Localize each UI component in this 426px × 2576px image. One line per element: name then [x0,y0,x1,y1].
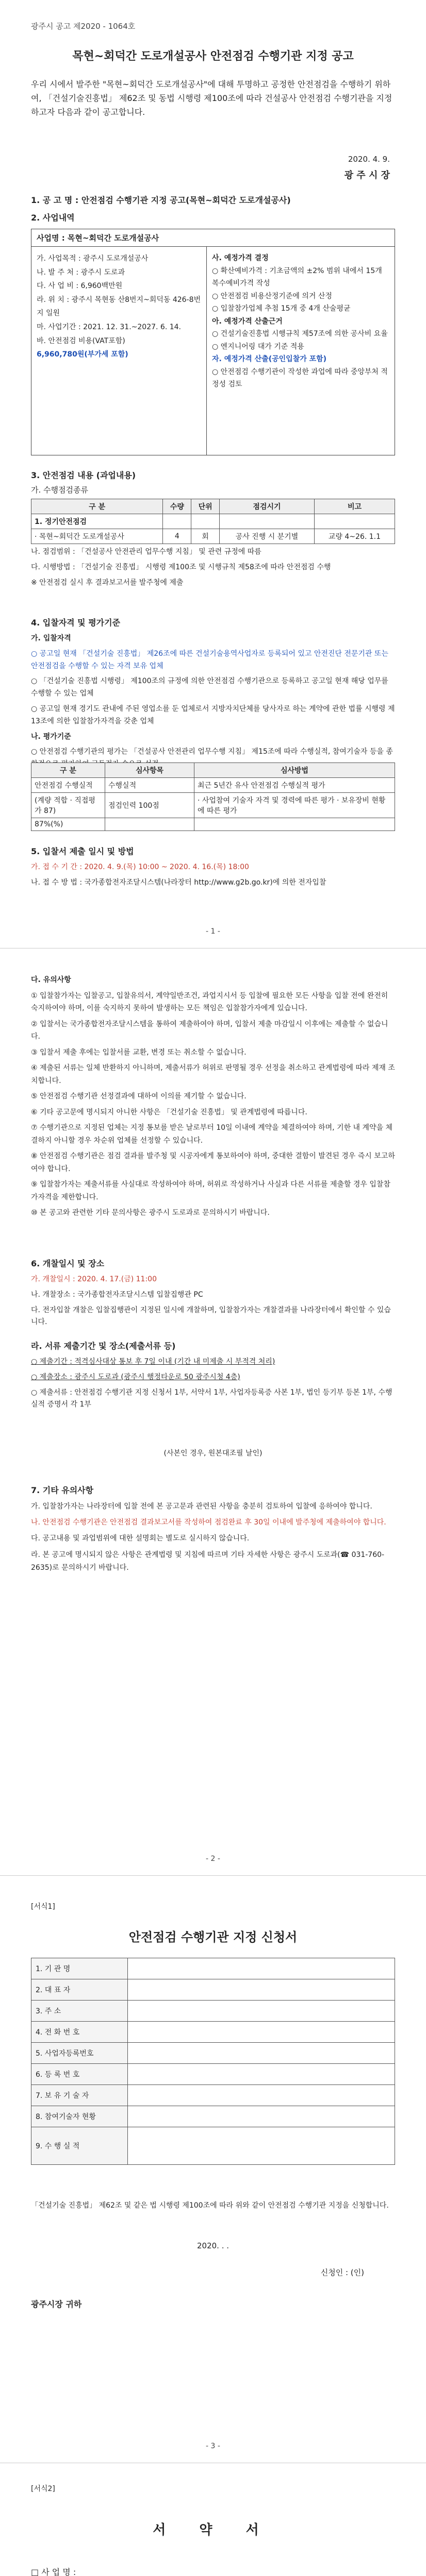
s4-line: ○ 안전점검 수행기관의 평가는 「건설공사 안전관리 업무수행 지침」 제15조에 따라 수행실적, 참여기술자 등을 종합적으로 평가하여 고득점자 순으로 선정 [31,748,393,769]
section-2-heading: 2. 사업내역 [31,213,75,223]
page-divider [0,1875,426,1876]
table-header: 구 분 [31,763,105,778]
price-calc-1: ○ 안전점검 수행기관이 작성한 과업에 따라 중앙부처 적정성 검토 [212,367,388,388]
table-header: 수량 [163,499,191,514]
p2-line: ⑦ 수행기관으로 지정된 업체는 지정 통보를 받은 날로부터 10일 이내에 계약을 체결하여야 하며, 기한 내 계약을 체결하지 아니할 경우 차순위 업체를 선정할 수 있습니다. [31,1124,393,1145]
eval-table [31,762,395,831]
form-field-label: 7. 보 유 기 술 자 [31,2085,128,2106]
s7-line: 다. 공고내용 및 과업범위에 대한 설명회는 별도로 실시하지 않습니다. [31,1534,250,1543]
section-1-heading: 1. 공 고 명 : 안전점검 수행기관 지정 공고(목현~회덕간 도로개설공사) [31,195,291,205]
table-cell: 점검인력 100점 [105,793,194,818]
s7-line: 가. 입찰참가자는 나라장터에 입찰 전에 본 공고문과 관련된 사항을 충분히 검토하여 입찰에 응하여야 합니다. [31,1502,372,1511]
form-field-input[interactable] [128,2106,395,2127]
section-5-heading: 5. 입찰서 제출 일시 및 방법 [31,846,134,856]
project-info-box [31,229,395,455]
section-6b-body [31,1356,395,1414]
table-cell: 교량 4~26. 1.1 [314,529,395,544]
form-row [31,2106,395,2127]
table-row [31,778,395,793]
form-body: 「건설기술 진흥법」 제62조 및 같은 법 시행령 제100조에 따라 위와 같이 안전점검 수행기관 지정을 신청합니다. [31,2201,389,2210]
project-cost-value: 6,960,780원(부가세 포함) [37,350,128,359]
section-4-body [31,633,395,774]
table-cell: 공사 진행 시 분기별 [220,529,315,544]
form-row [31,2085,395,2106]
form-field-label: 1. 기 관 명 [31,1958,128,1979]
form-title: 안전점검 수행기관 지정 신청서 [128,1930,298,1944]
note-line: ※ 안전점검 실시 후 결과보고서를 발주청에 제출 [31,578,184,587]
price-decision-3: ○ 입찰참가업체 추첨 15개 중 4개 산술평균 [212,304,351,313]
price-basis-1: ○ 건설기술진흥법 시행규칙 제57조에 의한 공사비 요율 [212,330,388,338]
table-cell [194,818,395,831]
s5-line: 가. 접 수 기 간 : 2020. 4. 9.(목) 10:00 ~ 2020. 4. 16.(목) 18:00 [31,863,249,871]
form-row [31,2064,395,2085]
s4-line: ○ 공고일 현재 경기도 관내에 주된 영업소를 둔 업체로서 지방자치단체를 당사자로 하는 계약에 관한 법률 시행령 제13조에 의한 입찰참가자격을 갖춘 업체 [31,704,395,725]
p2-line: ⑧ 안전점검 수행기관은 점검 결과를 발주청 및 시공자에게 통보하여야 하며, 중대한 결함이 발견된 경우 즉시 보고하여야 합니다. [31,1152,395,1173]
table-header: 구 분 [31,499,163,514]
s6b-line: ○ 제출기간 : 적격심사대상 통보 후 7일 이내 (기간 내 미제출 시 부적격 처리) [31,1358,275,1366]
table-cell: 4 [163,529,191,544]
notice-date: 2020. 4. 9. [348,155,390,164]
form-recipient: 광주시장 귀하 [31,2299,82,2309]
section-6-body [31,1274,395,1332]
form-applicant: 신청인 : (인) [320,2268,364,2277]
table-cell: 회 [191,529,220,544]
price-basis-2: ○ 엔지니어링 대가 기준 적용 [212,342,304,351]
section-6-heading: 6. 개찰일시 및 장소 [31,1259,105,1268]
table-cell [220,514,315,529]
form-field-input[interactable] [128,1958,395,1979]
table-cell [163,514,191,529]
notice-title: 목현~회덕간 도로개설공사 안전점검 수행기관 지정 공고 [72,50,354,63]
s6b-line: ○ 제출서류 : 안전점검 수행기관 지정 신청서 1부, 서약서 1부, 사업자등록증 사본 1부, 법인 등기부 등본 1부, 수행실적 증명서 각 1부 [31,1388,392,1409]
page-number: - 2 - [206,1855,220,1863]
form-date: 2020. . . [196,2241,229,2250]
p2-line: ② 입찰서는 국가종합전자조달시스템을 통하여 제출하여야 하며, 입찰서 제출 마감일시 이후에는 제출할 수 없습니다. [31,1020,388,1041]
table-cell: 1. 정기안전점검 [31,514,163,529]
price-calc-label: 자. 예정가격 산출(공인입찰가 포함) [212,355,327,363]
s4-line: ○ 공고일 현재 「건설기술 진흥법」 제26조에 따른 건설기술용역사업자로 등록되어 있고 안전진단 전문기관 또는 안전점검을 수행할 수 있는 자격 보유 업체 [31,649,388,670]
form-field-input[interactable] [128,2064,395,2085]
p2-line: ⑥ 기타 공고문에 명시되지 아니한 사항은 「건설기술 진흥법」 및 관계법령에 따릅니다. [31,1108,307,1116]
table-header: 비고 [314,499,395,514]
form-row [31,1958,395,1979]
pledge-label: [서식2] [31,2485,55,2493]
note-line: 다. 시행방법 : 「건설기술 진흥법」 시행령 제100조 및 시행규칙 제58조에 따라 안전점검 수행 [31,563,331,571]
s6-line: 다. 전자입찰 개찰은 입찰집행관이 지정된 일시에 개찰하며, 입찰참가자는 개찰결과를 나라장터에서 확인할 수 있습니다. [31,1306,391,1327]
table-cell [191,514,220,529]
project-location: 라. 위 치 : 광주시 목현동 산8번지~회덕동 426-8번지 일원 [37,295,201,318]
section-5-body [31,861,395,892]
price-basis-label: 아. 예정가격 산출근거 [212,317,283,326]
table-header: 심사방법 [194,763,395,778]
p2-line: ③ 입찰서 제출 후에는 입찰서를 교환, 변경 또는 취소할 수 없습니다. [31,1048,247,1057]
form-field-label: 2. 대 표 자 [31,1979,128,2001]
page-number: - 1 - [206,927,220,936]
s5-line: 나. 접 수 방 법 : 국가종합전자조달시스템(나라장터 http://www.g2b.go.kr)에 의한 전자입찰 [31,878,326,887]
form-field-label: 8. 참여기술자 현황 [31,2106,128,2127]
p2-line: ① 입찰참가자는 입찰공고, 입찰유의서, 계약일반조건, 과업지시서 등 입찰에 필요한 모든 사항을 입찰 전에 완전히 숙지하여야 하며, 이를 숙지하지 못하여 발생하는 모든 책임은 입찰참가자에게 있습니다. [31,991,388,1012]
s6-line: 나. 개찰장소 : 국가종합전자조달시스템 입찰집행관 PC [31,1290,203,1299]
table-cell: 87%(%) [31,818,105,831]
page2-notes [31,974,395,1223]
form-field-label: 3. 주 소 [31,2001,128,2022]
project-box-left [31,247,207,455]
form-row [31,2022,395,2043]
section-6b-heading: 라. 서류 제출기간 및 장소(제출서류 등) [31,1341,176,1351]
form-field-input[interactable] [128,2022,395,2043]
table-row [31,514,395,529]
section-7-heading: 7. 기타 유의사항 [31,1485,94,1495]
form-row [31,2043,395,2064]
section-3-heading: 3. 안전점검 내용 (과업내용) [31,470,136,480]
note-line: 나. 점검범위 : 「건설공사 안전관리 업무수행 지침」 및 관련 규정에 따름 [31,548,261,556]
table-cell: 수행실적 [105,778,194,793]
form-field-input[interactable] [128,1979,395,2001]
table-cell: (계량 적합 · 직접평가 87) [31,793,105,818]
table-header: 단위 [191,499,220,514]
page-number: - 3 - [206,2442,220,2450]
copy-note: (사본인 경우, 원본대조필 날인) [163,1449,263,1458]
form-field-input[interactable] [128,2043,395,2064]
table-header: 점검시기 [220,499,315,514]
notice-number: 광주시 공고 제2020 - 1064호 [31,22,136,31]
form-row [31,2127,395,2165]
project-cost-label: 바. 안전점검 비용(VAT포함) [37,336,125,345]
form-field-input[interactable] [128,2085,395,2106]
project-orderer: 나. 발 주 처 : 광주시 도로과 [37,268,125,277]
s7-line: 라. 본 공고에 명시되지 않은 사항은 관계법령 및 지침에 따르며 기타 자세한 사항은 광주시 도로과(☎ 031-760-2635)로 문의하시기 바랍니다. [31,1550,385,1572]
pledge-project-line: □ 사 업 명 : [31,2567,76,2576]
s6b-line: ○ 제출장소 : 광주시 도로과 (광주시 행정타운로 50 광주시청 4층) [31,1372,240,1381]
form-field-label: 9. 수 행 실 적 [31,2127,128,2165]
p2-line: ⑨ 입찰참가자는 제출서류를 사실대로 작성하여야 하며, 허위로 작성하거나 사실과 다른 서류를 제출할 경우 입찰참가자격을 제한합니다. [31,1180,390,1201]
project-purpose: 가. 사업목적 : 광주시 도로개설공사 [37,255,149,263]
project-budget: 다. 사 업 비 : 6,960백만원 [37,282,123,291]
table-row [31,529,395,544]
table-cell [314,514,395,529]
price-decision-2: ○ 안전점검 비용산정기준에 의거 산정 [212,292,332,300]
table-cell: · 사업참여 기술자 자격 및 경력에 따른 평가 · 보유장비 현황에 따른 평가 [194,793,395,818]
s7-line: 나. 안전점검 수행기관은 안전점검 결과보고서를 작성하여 점검완료 후 30일 이내에 발주청에 제출하여야 합니다. [31,1518,386,1527]
form-field-input[interactable] [128,2001,395,2022]
mayor-name: 광 주 시 장 [344,170,390,181]
table-header: 심사항목 [105,763,194,778]
table-cell: 안전점검 수행실적 [31,778,105,793]
project-period: 마. 사업기간 : 2021. 12. 31.~2027. 6. 14. [37,323,181,331]
form-row [31,2001,395,2022]
s4-line: 나. 평가기준 [31,732,71,741]
section-4-heading: 4. 입찰자격 및 평가기준 [31,618,121,628]
price-decision-label: 사. 예정가격 결정 [212,254,269,262]
table-cell: · 목현~회덕간 도로개설공사 [31,529,163,544]
p2-line: ⑤ 안전점검 수행기관 선정결과에 대하여 이의를 제기할 수 없습니다. [31,1092,247,1100]
application-form-table [31,1958,395,2165]
pledge-title: 서 약 서 [153,2522,273,2538]
p2-line: ④ 제출된 서류는 일체 반환하지 아니하며, 제출서류가 허위로 판명될 경우 선정을 취소하고 관계법령에 따라 제재 조치합니다. [31,1064,395,1085]
p2-line: ⑩ 본 공고와 관련한 기타 문의사항은 광주시 도로과로 문의하시기 바랍니다. [31,1209,270,1217]
table-cell [105,818,194,831]
form-field-input[interactable] [128,2127,395,2165]
form-field-label: 6. 등 록 번 호 [31,2064,128,2085]
section-7-body [31,1500,395,1578]
price-decision-1: ○ 확산예비가격 : 기초금액의 ±2% 범위 내에서 15개 복수예비가격 작성 [212,266,382,287]
table-row [31,793,395,818]
form-field-label: 4. 전 화 번 호 [31,2022,128,2043]
form-row [31,1979,395,2001]
s4-line: ○ 「건설기술 진흥법 시행령」 제100조의 규정에 의한 안전점검 수행기관으로 등록하고 공고일 현재 해당 업무를 수행할 수 있는 업체 [31,677,388,698]
table-row [31,818,395,831]
inspection-table [31,499,395,544]
section-3-sub: 가. 수행점검종류 [31,485,88,495]
s6-line: 가. 개찰일시 : 2020. 4. 17.(금) 11:00 [31,1275,157,1283]
s4-line: 가. 입찰자격 [31,634,71,642]
form-field-label: 5. 사업자등록번호 [31,2043,128,2064]
intro-paragraph: 우리 시에서 발주한 "목현~회덕간 도로개설공사"에 대해 투명하고 공정한 안전점검을 수행하기 위하여, 「건설기술진흥법」 제62조 및 동법 시행령 제100조에 따라 건설공사 안전점검 수행기관을 지정하고자 다음과 같이 공고합니다. [31,79,392,117]
project-box-right [207,247,395,455]
project-box-header: 사업명 : 목현~회덕간 도로개설공사 [31,229,395,247]
table-cell: 최근 5년간 유사 안전점검 수행실적 평가 [194,778,395,793]
p2-line: 다. 유의사항 [31,976,71,984]
section-3-notes [31,546,395,592]
form-label: [서식1] [31,1903,55,1911]
